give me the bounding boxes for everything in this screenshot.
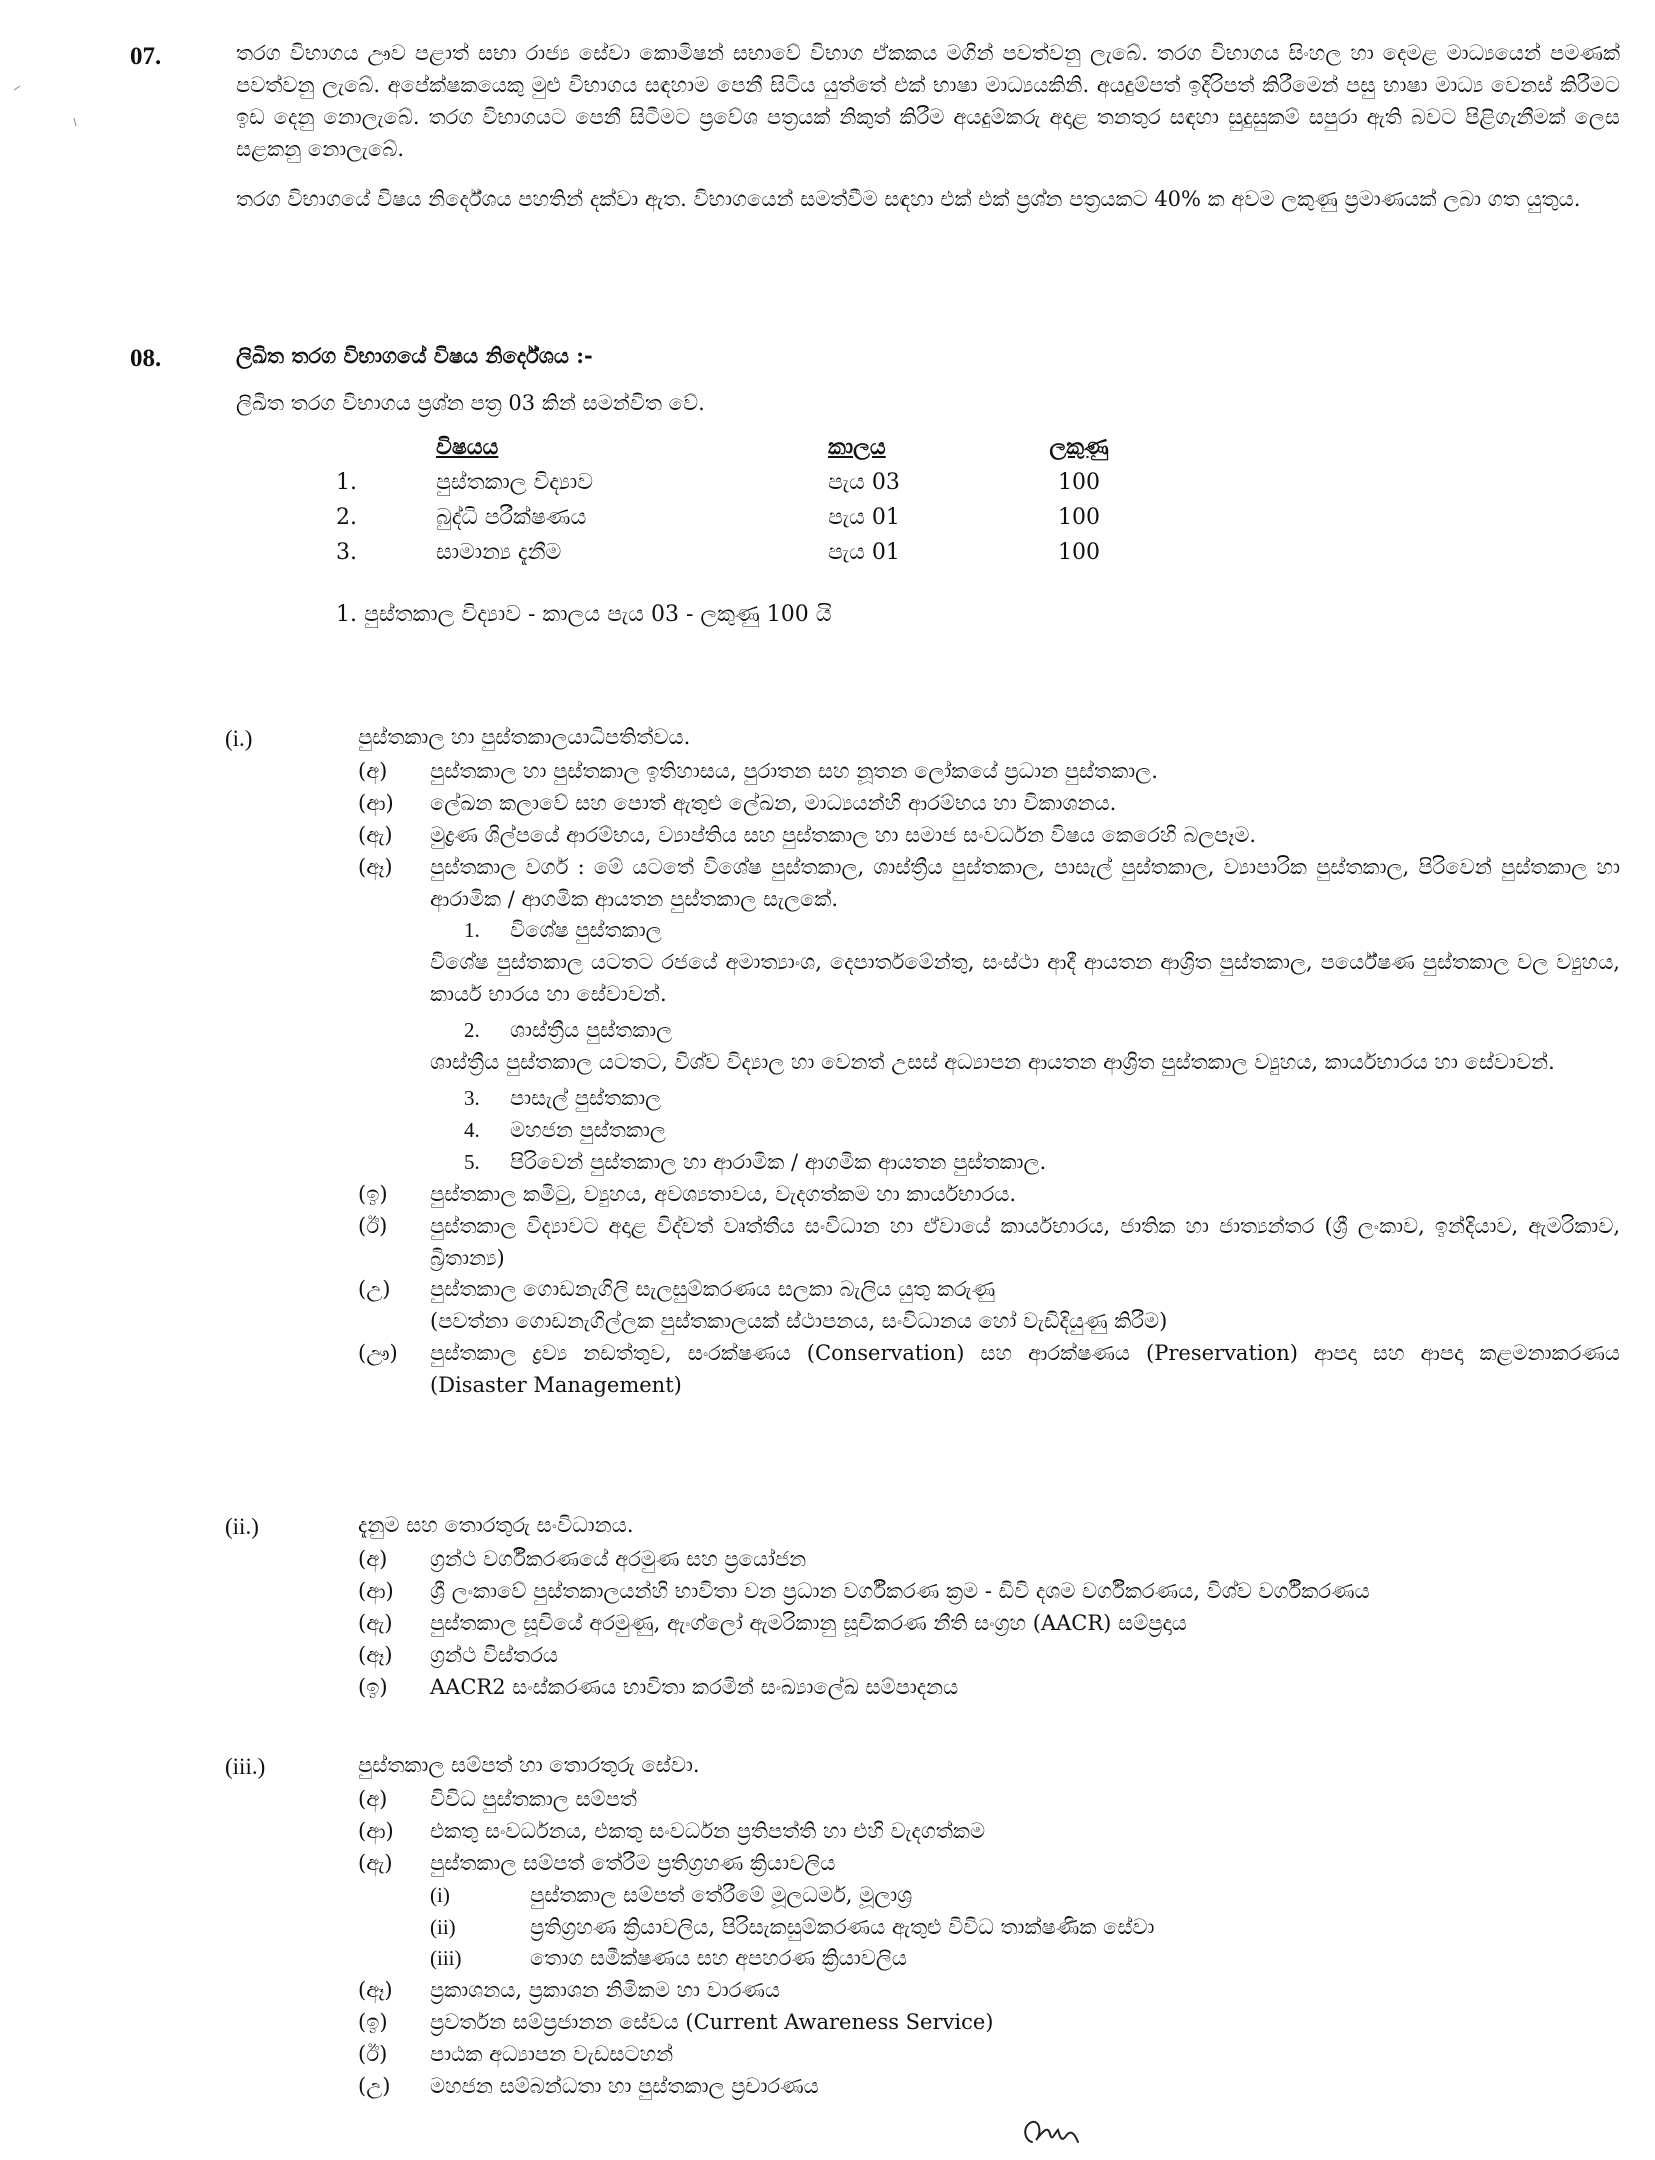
list-item xyxy=(358,1608,1620,1640)
list-marker: (ආ) xyxy=(358,1818,394,1843)
list-marker: (ඉ) xyxy=(358,1181,388,1206)
table-cell: 3. xyxy=(336,539,357,565)
table-row xyxy=(236,465,1124,500)
sub-list-item xyxy=(430,1943,1620,1975)
list-item xyxy=(358,1672,1620,1704)
list-marker: (iii) xyxy=(430,1946,462,1971)
list-marker: (උ) xyxy=(358,2074,391,2099)
table-row xyxy=(236,535,1124,570)
library-type-label: පාසැල් පුස්තකාල xyxy=(510,1085,662,1110)
library-type-label: මහජන පුස්තකාල xyxy=(510,1117,666,1142)
sub-list-item xyxy=(430,1880,1620,1912)
topic-ii xyxy=(225,1510,1620,1703)
list-item xyxy=(358,1784,1620,1816)
library-type-label: ශාස්ත්‍රීය පුස්තකාල xyxy=(510,1018,673,1043)
list-item-text: පුස්තකාල හා පුස්තකාල ඉතිහාසය, පුරාතන සහ නූතන ලෝකයේ ප්‍රධාන පුස්තකාල. xyxy=(430,758,1158,783)
topic-number: (iii.) xyxy=(225,1754,266,1779)
library-type-label: විශේෂ පුස්තකාල xyxy=(510,918,662,943)
section-08-intro: ලිඛිත තරග විභාගය ප්‍රශ්න පත්‍ර 03 කින් සමන්විත වේ. xyxy=(236,390,705,415)
table-cell: 100 xyxy=(1058,469,1100,495)
table-cell: පැය 03 xyxy=(828,469,900,495)
list-item-text: පාඨක අධ්‍යාපන වැඩසටහන් xyxy=(430,2042,674,2067)
list-item xyxy=(358,852,1620,916)
list-marker: (අ) xyxy=(358,1546,388,1571)
list-item-text: පුස්තකාල වර්ග : මේ යටතේ විශේෂ පුස්තකාල, ශාස්ත්‍රීය පුස්තකාල, පාසැල් පුස්තකාල, ව්‍යාපාරික පුස්තකාල, පිරිවෙන් පුස්තකාල හා ආරාමික / ආගමික ආයතන පුස්තකාල සැලකේ. xyxy=(430,854,1620,911)
section-number: 08. xyxy=(130,345,162,372)
list-item xyxy=(358,820,1620,852)
section-08-heading: ලිඛිත තරග විභාගයේ විෂය නිර්දේශය :- xyxy=(236,343,593,368)
list-marker: (ඉ) xyxy=(358,1674,388,1699)
list-item xyxy=(358,1848,1620,1880)
list-marker: (ඈ) xyxy=(358,854,393,879)
list-item xyxy=(358,2007,1620,2039)
list-marker: (අ) xyxy=(358,758,388,783)
table-cell: පැය 01 xyxy=(828,539,900,565)
list-marker: (අ) xyxy=(358,1786,388,1811)
list-marker: 2. xyxy=(464,1018,480,1043)
paper-title: 1. පුස්තකාල විද්‍යාව - කාලය පැය 03 - ලකුණු 100 යි xyxy=(336,601,832,627)
list-marker: (ආ) xyxy=(358,790,394,815)
list-item-text: එකතු සංවර්ධනය, එකතු සංවර්ධන ප්‍රතිපත්ති හා එහි වැදගත්කම xyxy=(430,1818,986,1843)
library-type-item xyxy=(430,915,1620,947)
list-item-text: මහජන සම්බන්ධතා හා පුස්තකාල ප්‍රචාරණය xyxy=(430,2074,819,2099)
list-item-text: ලේඛන කලාවේ සහ පොත් ඇතුළු ලේඛන, මාධ්‍යයන්හි ආරම්භය හා විකාශනය. xyxy=(430,790,1117,815)
table-cell: පැය 01 xyxy=(828,504,900,530)
list-item-text: ප්‍රතිග්‍රහණ ක්‍රියාවලිය, පිරිසැකසුම්කරණය ඇතුළු විවිධ තාක්ෂණික සේවා xyxy=(530,1914,1155,1939)
list-item xyxy=(358,1544,1620,1576)
list-item-text: ග්‍රන්ථ වර්ගීකරණයේ අරමුණ සහ ප්‍රයෝජන xyxy=(430,1546,807,1571)
sub-list-item xyxy=(430,1912,1620,1944)
list-item-text: ශ්‍රී ලංකාවේ පුස්තකාලයන්හි භාවිතා වන ප්‍රධාන වර්ගීකරණ ක්‍රම - ඩිවි දශම වර්ගීකරණය, විශ්ව වර්ගීකරණය xyxy=(430,1578,1370,1603)
topic-heading: පුස්තකාල හා පුස්තකාලයාධිපතිත්වය. xyxy=(358,725,691,749)
list-marker: (ඈ) xyxy=(358,1642,393,1667)
list-marker: (ඊ) xyxy=(358,2042,388,2067)
topic-number: (ii.) xyxy=(225,1514,259,1539)
list-item xyxy=(358,1975,1620,2007)
library-type-description: ශාස්ත්‍රීය පුස්තකාල යටතට, විශ්ව විද්‍යාල හා වෙනත් උසස් අධ්‍යාපන ආයතන ආශ්‍රිත පුස්තකාල ව්‍යුහය, කාර්යභාරය හා සේවාවන්. xyxy=(430,1050,1555,1075)
section-08 xyxy=(130,340,1620,631)
library-type-description: විශේෂ පුස්තකාල යටතට රජයේ අමාත්‍යාංශ, දෙපාර්තමේන්තු, සංස්ථා ආදී ආයතන ආශ්‍රිත පුස්තකාල, පර්යේෂණ පුස්තකාල වල ව්‍යුහය, කාර්ය භාරය හා සේවාවන්. xyxy=(430,950,1620,1007)
list-item xyxy=(358,756,1620,788)
list-marker: 3. xyxy=(464,1085,480,1110)
list-marker: (ඇ) xyxy=(358,1610,393,1635)
table-cell: 100 xyxy=(1058,504,1100,530)
list-item-text: පුස්තකාල ගොඩනැගිලි සැලසුම්කරණය සලකා බැලිය යුතු කරුණු (පවත්නා ගොඩනැගිල්ලක පුස්තකාලයක් ස්ථාපනය, සංවිධානය හෝ වැඩිදියුණු කිරීම) xyxy=(430,1277,1168,1334)
table-cell: 100 xyxy=(1058,539,1100,565)
list-marker: 4. xyxy=(464,1117,480,1142)
section-07-paragraph-1: තරග විභාගය ඌව පළාත් සභා රාජ්‍ය සේවා කොමිෂන් සභාවේ විභාග ඒකකය මගින් පවත්වනු ලැබේ. තරග විභාගය සිංහල හා දෙමළ මාධ්‍යයෙන් පමණක් පවත්වනු ලැබේ. අපේක්ෂකයෙකු මුළු විභාගය සඳහාම පෙනී සිටිය යුත්තේ එක් භාෂා මාධ්‍යයකිනි. අයදුම්පත් ඉදිරිපත් කිරීමෙන් පසු භාෂා මාධ්‍ය වෙනස් කිරීමට ඉඩ දෙනු නොලැබේ. තරග විභාගයට පෙනී සිටීමට ප්‍රවේශ පත්‍රයක් නිකුත් කිරීම අයදුම්කරු අදාළ තනතුර සඳහා සුදුසුකම් සපුරා ඇති බවට පිළිගැනීමක් ලෙස සළකනු නොලැබේ. xyxy=(236,41,1620,161)
library-types-list xyxy=(430,915,1620,1178)
table-cell: බුද්ධි පරීක්ෂණය xyxy=(436,504,587,530)
list-marker: 5. xyxy=(464,1149,480,1174)
library-type-item xyxy=(430,1115,1620,1147)
list-item-text: මුද්‍රණ ශිල්පයේ ආරම්භය, ව්‍යාප්තිය සහ පුස්තකාල හා සමාජ සංවර්ධන විෂය කෙරෙහි බලපෑම. xyxy=(430,822,1257,847)
list-marker: (ඊ) xyxy=(358,1213,388,1238)
table-row xyxy=(236,500,1124,535)
list-item-text: විවිධ පුස්තකාල සම්පත් xyxy=(430,1786,637,1811)
list-marker: 1. xyxy=(464,918,480,943)
section-number: 07. xyxy=(130,43,162,70)
list-marker: (උ) xyxy=(358,1277,391,1302)
table-header-cell: ලකුණු xyxy=(1049,433,1109,460)
list-marker: (i) xyxy=(430,1882,450,1907)
list-item xyxy=(358,1179,1620,1211)
list-item-text: පුස්තකාල විද්‍යාවට අදාළ විද්වත් වෘත්තීය සංවිධාන හා ඒවායේ කාර්යභාරය, ජාතික හා ජාත්‍යන්තර (ශ්‍රී ලංකාව, ඉන්දියාව, ඇමරිකාව, බ්‍රිතාන්‍ය) xyxy=(430,1213,1620,1270)
section-07 xyxy=(130,38,1620,230)
list-marker: (ඈ) xyxy=(358,1978,393,2003)
scan-speck xyxy=(70,112,90,132)
list-item-text: ප්‍රකාශනය, ප්‍රකාශන නිමිකම හා වාරණය xyxy=(430,1978,781,2003)
list-item-text: පුස්තකාල සම්පත් තේරීමේ මූලධර්ම, මූලාශ්‍ර xyxy=(530,1882,913,1907)
table-header-cell xyxy=(236,430,436,465)
list-item xyxy=(358,1576,1620,1608)
list-marker: (ඌ) xyxy=(358,1341,398,1366)
list-marker: (ii) xyxy=(430,1914,456,1939)
signature-icon xyxy=(1018,2112,1088,2152)
list-item-text: ප්‍රවර්තන සම්ප්‍රජානන සේවය (Current Awareness Service) xyxy=(430,2010,994,2035)
scan-speck xyxy=(12,76,32,96)
library-type-item xyxy=(430,1147,1620,1179)
list-marker: (ඉ) xyxy=(358,2010,388,2035)
table-header-cell: විෂයය xyxy=(436,433,499,460)
list-item-text: පුස්තකාල සූචියේ අරමුණු, ඇංග්ලෝ ඇමරිකානු සූචිකරණ නීති සංග්‍රහ (AACR) සම්ප්‍රදාය xyxy=(430,1610,1187,1635)
list-item xyxy=(358,2039,1620,2071)
topic-iii xyxy=(225,1750,1620,2103)
topic-heading: දැනුම සහ තොරතුරු සංවිධානය. xyxy=(358,1513,634,1537)
library-type-label: පිරිවෙන් පුස්තකාල හා ආරාමික / ආගමික ආයතන පුස්තකාල. xyxy=(510,1149,1047,1174)
list-item-text: පුස්තකාල ද්‍රව්‍ය නඩත්තුව, සංරක්ෂණය (Conservation) සහ ආරක්ෂණය (Preservation) ආපදා සහ ආපදා කළමනාකරණය (Disaster Management) xyxy=(430,1341,1620,1398)
list-item xyxy=(358,1338,1620,1402)
list-item xyxy=(358,1274,1620,1338)
list-item xyxy=(358,1640,1620,1672)
library-type-item xyxy=(430,1083,1620,1115)
subject-table xyxy=(236,430,1124,570)
table-cell: පුස්තකාල විද්‍යාව xyxy=(436,469,594,495)
list-item xyxy=(358,2071,1620,2103)
table-header-row xyxy=(236,430,1124,465)
table-cell: සාමාන්‍ය දැනීම xyxy=(436,539,562,565)
table-cell: 1. xyxy=(336,469,357,495)
list-item xyxy=(358,788,1620,820)
topic-number: (i.) xyxy=(225,726,253,751)
list-marker: (ඇ) xyxy=(358,822,393,847)
list-item-text: AACR2 සංස්කරණය භාවිතා කරමින් සංඛ්‍යාලේඛ සම්පාදනය xyxy=(430,1674,959,1699)
library-type-item xyxy=(430,1015,1620,1047)
table-header-cell: කාලය xyxy=(828,433,886,460)
list-item xyxy=(358,1816,1620,1848)
list-item xyxy=(358,1211,1620,1275)
list-item-text: තොග සමීක්ෂණය සහ අපහරණ ක්‍රියාවලිය xyxy=(530,1946,907,1971)
topic-i xyxy=(225,722,1620,1402)
section-07-paragraph-2: තරග විභාගයේ විෂය නිර්දේශය පහතින් දක්වා ඇත. විභාගයෙන් සමත්වීම සඳහා එක් එක් ප්‍රශ්න පත්‍රයකට 40% ක අවම ලකුණු ප්‍රමාණයක් ලබා ගත යුතුය. xyxy=(236,186,1581,211)
list-marker: (ආ) xyxy=(358,1578,394,1603)
list-item-text: පුස්තකාල කමිටු, ව්‍යුහය, අවශ්‍යතාවය, වැදගත්කම හා කාර්යභාරය. xyxy=(430,1181,1017,1206)
list-marker: (ඇ) xyxy=(358,1850,393,1875)
list-item-text: පුස්තකාල සම්පත් තේරීම ප්‍රතිග්‍රහණ ක්‍රියාවලිය xyxy=(430,1850,836,1875)
topic-heading: පුස්තකාල සම්පත් හා තොරතුරු සේවා. xyxy=(358,1753,700,1777)
list-item-text: ග්‍රන්ථ විස්තරය xyxy=(430,1642,558,1667)
table-cell: 2. xyxy=(336,504,357,530)
